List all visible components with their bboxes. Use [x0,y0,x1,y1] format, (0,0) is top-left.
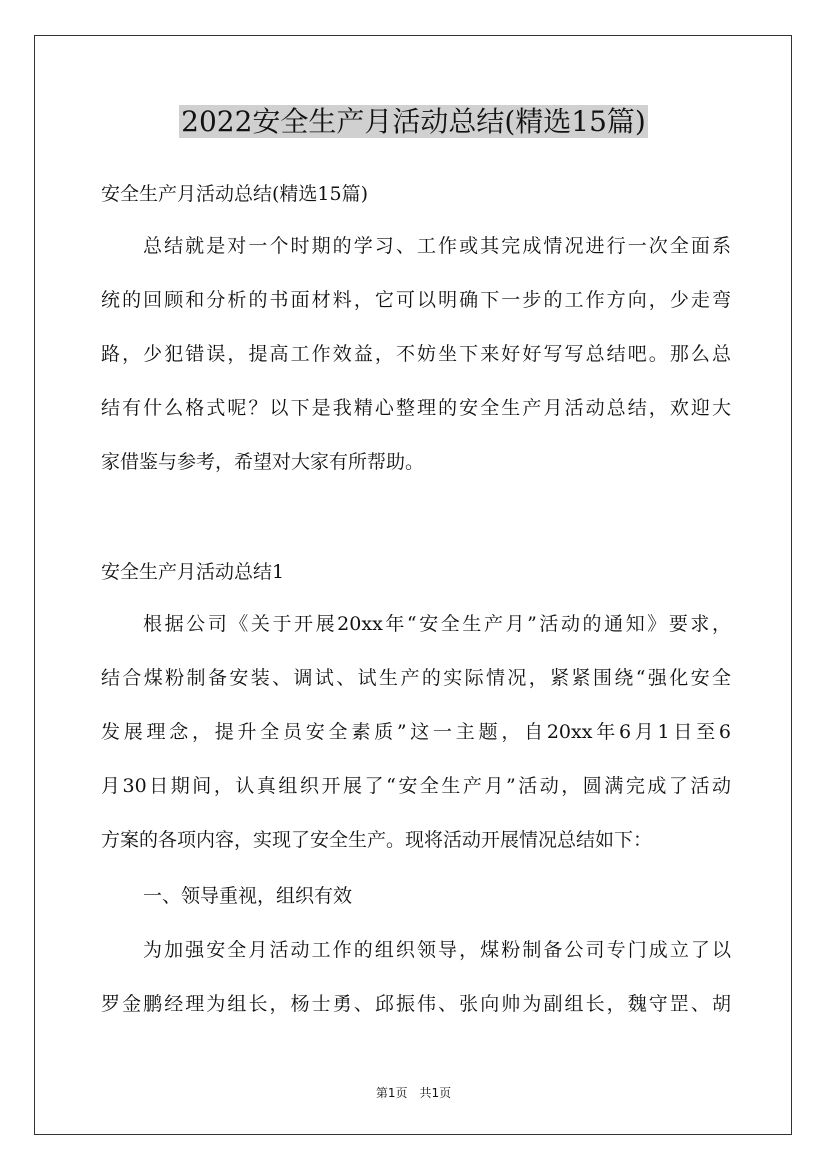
paragraph-line: 发展理念，提升全员安全素质”这一主题，自20xx年6月1日至6 [101,721,731,743]
paragraph-line: 路，少犯错误，提高工作效益，不妨坐下来好好写写总结吧。那么总 [101,343,731,365]
item-paragraph [101,940,731,1014]
intro-paragraph [101,236,731,472]
paragraph-line: 根据公司《关于开展20xx年“安全生产月”活动的通知》要求， [143,613,731,635]
paragraph-line: 总结就是对一个时期的学习、工作或其完成情况进行一次全面系 [143,235,731,257]
paragraph-line: 结合煤粉制备安装、调试、试生产的实际情况，紧紧围绕“强化安全 [101,667,731,689]
document-title [0,103,827,141]
section-heading [101,562,731,582]
section-heading-text: 安全生产月活动总结1 [101,561,285,583]
paragraph-line: 家借鉴与参考，希望对大家有所帮助。 [101,451,425,473]
paragraph-line: 月30日期间，认真组织开展了“安全生产月”活动，圆满完成了活动 [101,775,731,797]
paragraph-line: 方案的各项内容，实现了安全生产。现将活动开展情况总结如下： [101,829,653,851]
item-heading [101,886,731,906]
paragraph-line: 罗金鹏经理为组长，杨士勇、邱振伟、张向帅为副组长，魏守罡、胡 [101,993,731,1015]
page-number: 第1页 共1页 [375,1086,452,1100]
document-subtitle [101,184,731,204]
section-paragraph [101,614,731,850]
subtitle-line: 安全生产月活动总结(精选15篇) [101,183,369,205]
document-title-text: 2022安全生产月活动总结(精选15篇) [181,105,646,138]
paragraph-line: 结有什么格式呢？以下是我精心整理的安全生产月活动总结，欢迎大 [101,397,731,419]
item-heading-text: 一、领导重视，组织有效 [143,885,353,907]
paragraph-line: 为加强安全月活动工作的组织领导，煤粉制备公司专门成立了以 [143,939,731,961]
paragraph-line: 统的回顾和分析的书面材料，它可以明确下一步的工作方向，少走弯 [101,289,731,311]
